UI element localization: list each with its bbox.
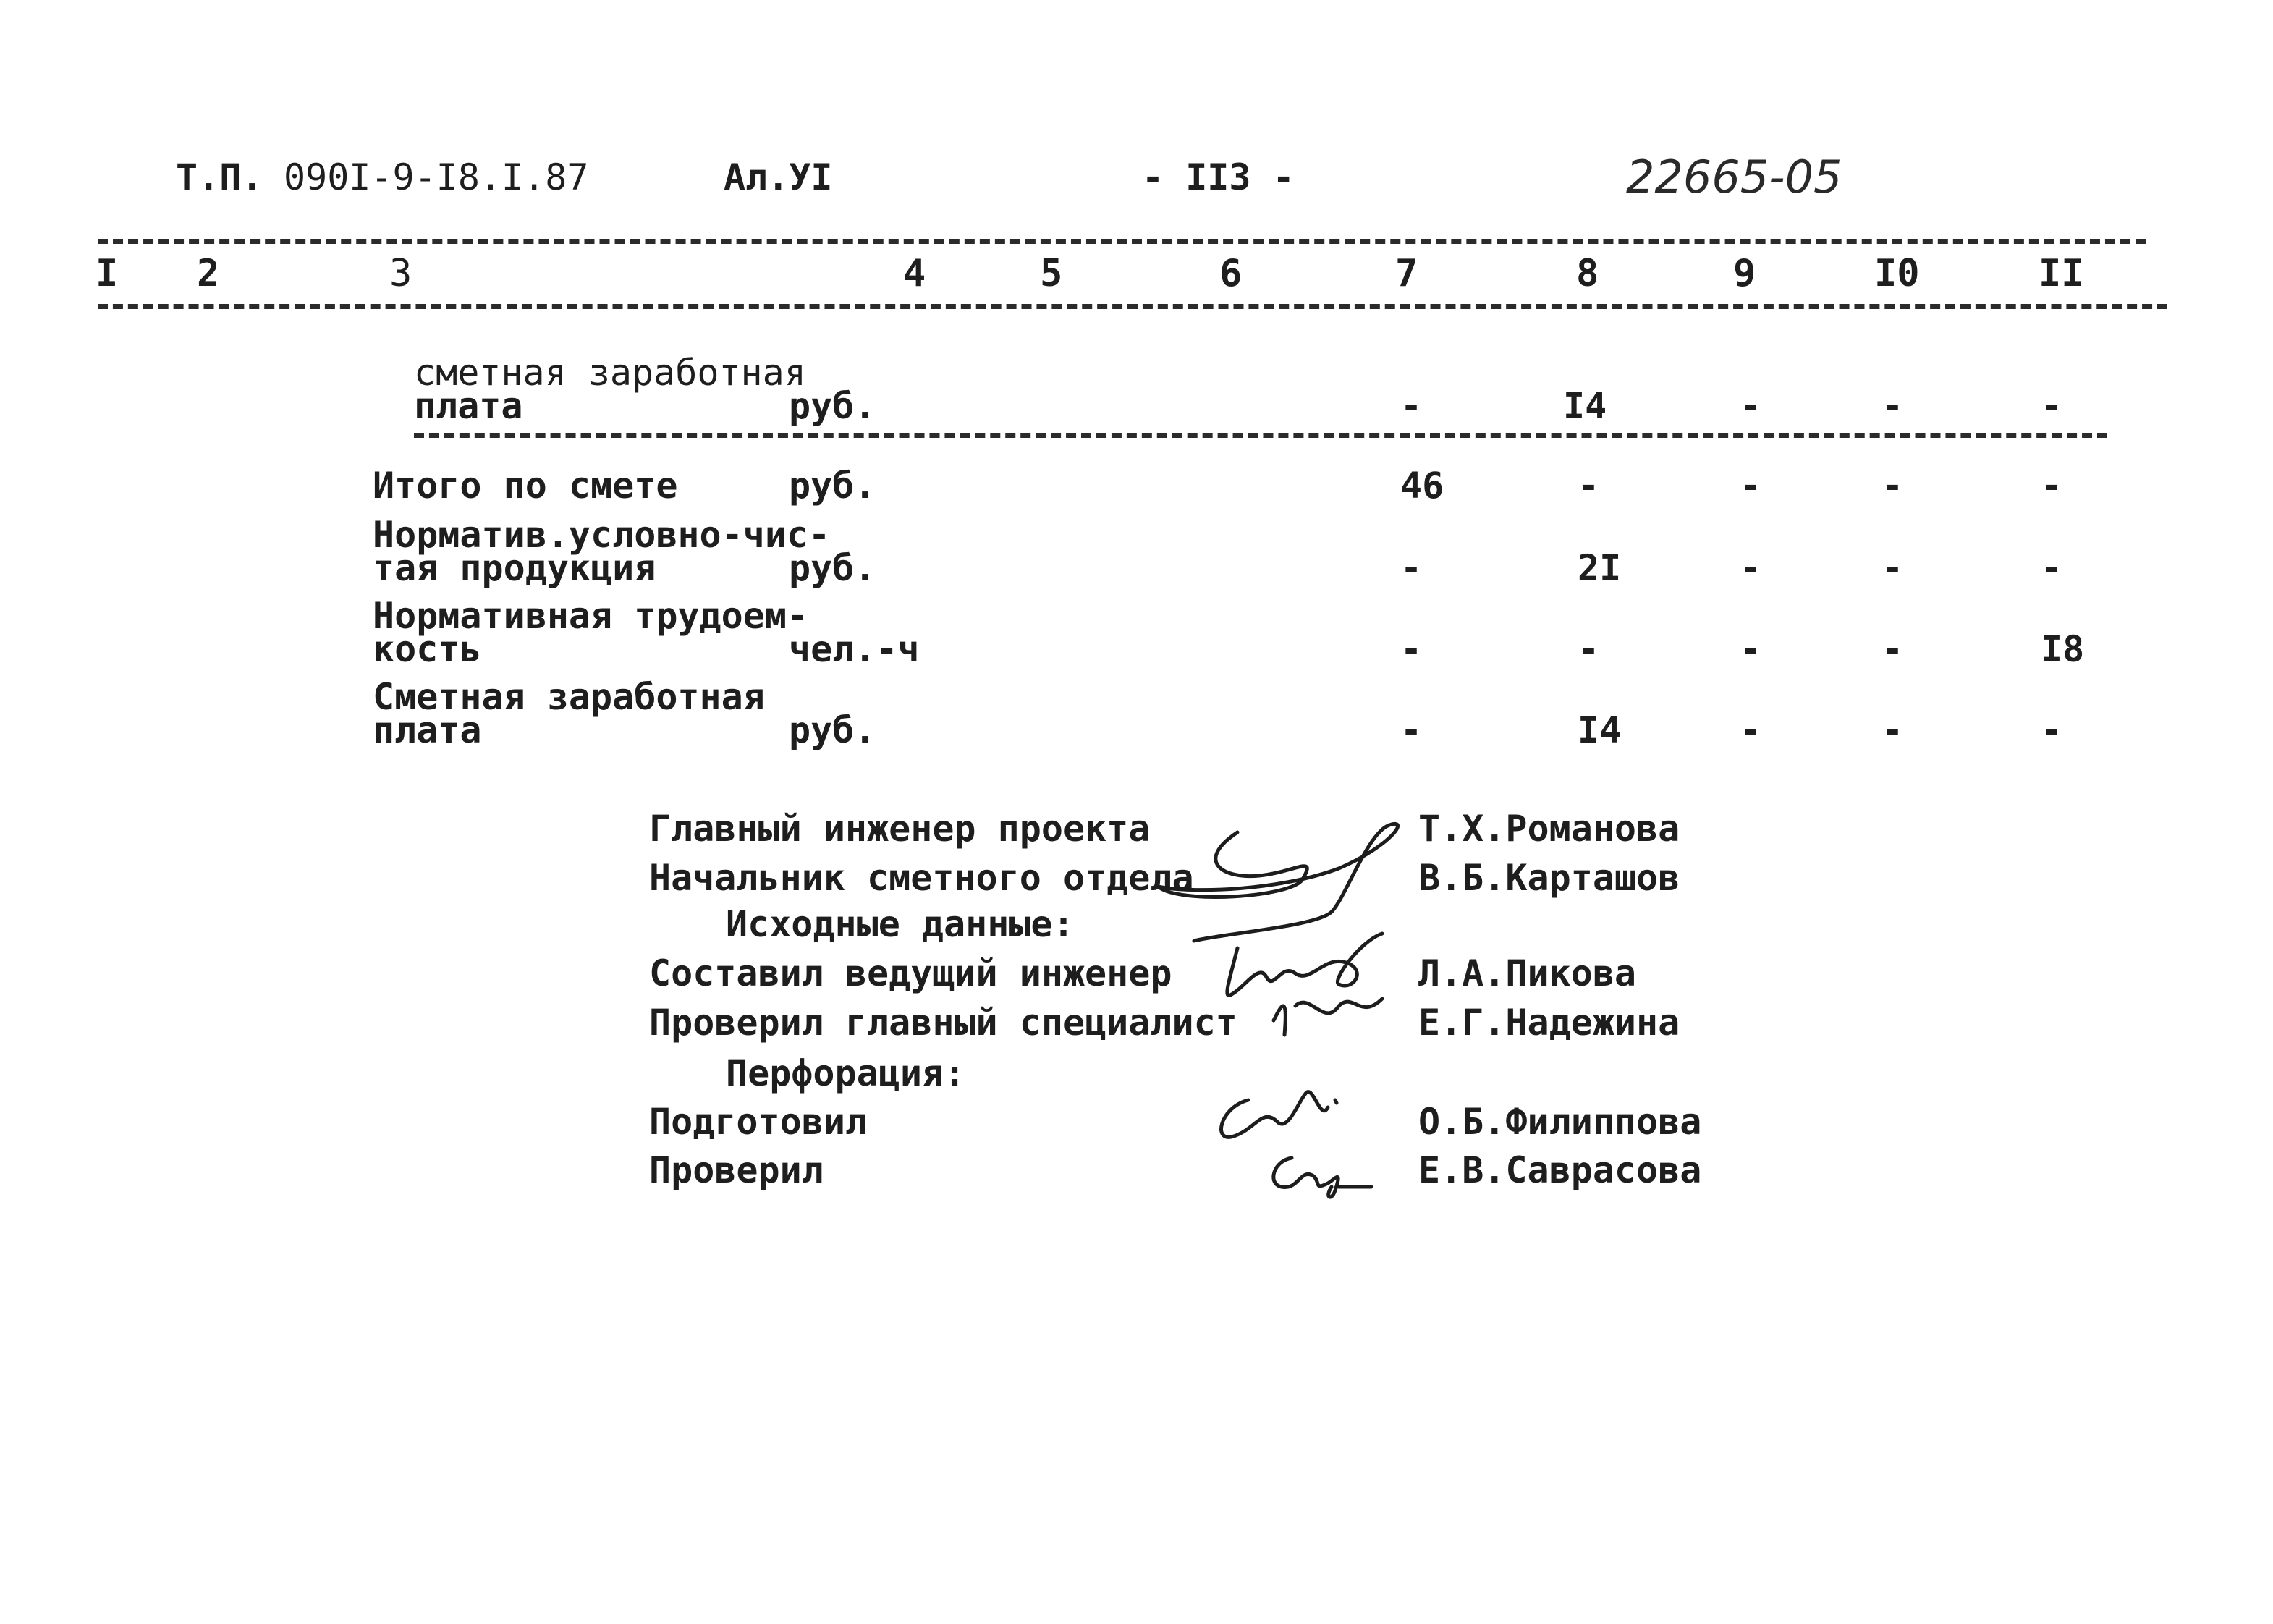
column-number: 4 (903, 252, 926, 295)
row-col10: - (1882, 465, 1904, 507)
row-col11: - (2041, 465, 2063, 507)
row-col10: - (1882, 385, 1904, 427)
row-col10: - (1882, 628, 1904, 670)
doc-code: 090I-9-I8.I.87 (284, 156, 589, 198)
row-col7: - (1400, 709, 1423, 751)
header-top-rule (98, 239, 2146, 244)
row-unit: руб. (789, 385, 876, 427)
column-number: I (96, 252, 119, 295)
row-name-line1: сметная заработная (414, 352, 806, 394)
row-col7: - (1400, 385, 1423, 427)
row-col8: I4 (1578, 709, 1622, 751)
row-col11: - (2041, 385, 2063, 427)
stamp-number: 22665-05 (1626, 151, 1842, 203)
row-col8: - (1578, 628, 1600, 670)
prepared-label: Подготовил (649, 1101, 868, 1143)
row-name-line1: Нормативная трудоем- (373, 595, 809, 637)
compiled-name: Л.А.Пикова (1418, 952, 1637, 994)
row-col9: - (1740, 385, 1762, 427)
row-col8: - (1578, 465, 1600, 507)
column-number: II (2039, 252, 2084, 295)
row-col8: I4 (1563, 385, 1607, 427)
row-name-line1: Норматив.условно-чис- (373, 514, 831, 556)
row-name-line1: Сметная заработная (373, 676, 765, 718)
doc-code-prefix: Т.П. (176, 156, 263, 198)
row-col8: 2I (1578, 547, 1622, 589)
row-col10: - (1882, 547, 1904, 589)
column-number: 7 (1395, 252, 1418, 295)
row-col9: - (1740, 709, 1762, 751)
row-col7: 46 (1400, 465, 1444, 507)
row-col7: - (1400, 547, 1423, 589)
chief-engineer-name: Т.Х.Романова (1418, 808, 1680, 850)
column-number: 3 (389, 252, 412, 295)
column-number: I0 (1874, 252, 1920, 295)
signature-compiled (1216, 919, 1411, 1042)
album-number: Ал.УI (724, 156, 833, 198)
perforation-heading: Перфорация: (726, 1052, 966, 1094)
row-name-line2: тая продукция (373, 547, 656, 589)
signature-checked (1263, 1147, 1379, 1205)
row-unit: руб. (789, 547, 876, 589)
chief-engineer-label: Главный инженер проекта (649, 808, 1151, 850)
page-number: - II3 - (1142, 156, 1295, 198)
checked-chief-name: Е.Г.Надежина (1418, 1002, 1680, 1044)
checked-name: Е.В.Саврасова (1418, 1149, 1702, 1191)
source-data-heading: Исходные данные: (726, 903, 1075, 945)
compiled-label: Составил ведущий инженер (649, 952, 1172, 994)
checked-chief-label: Проверил главный специалист (649, 1002, 1237, 1044)
row-col9: - (1740, 628, 1762, 670)
row-name-line2: плата (373, 709, 482, 751)
header-bottom-rule (98, 304, 2167, 309)
estimate-head-label: Начальник сметного отдела (649, 857, 1194, 899)
row-name-line2: кость (373, 628, 482, 670)
row-col7: - (1400, 628, 1423, 670)
row-unit: руб. (789, 709, 876, 751)
row-col9: - (1740, 465, 1762, 507)
checked-label: Проверил (649, 1149, 824, 1191)
row-col9: - (1740, 547, 1762, 589)
row-unit: руб. (789, 465, 876, 507)
row-col10: - (1882, 709, 1904, 751)
signature-prepared (1205, 1078, 1350, 1158)
subtotal-rule (414, 433, 2107, 438)
column-number: 6 (1219, 252, 1243, 295)
row-unit: чел.-ч (789, 628, 920, 670)
column-number: 2 (197, 252, 220, 295)
estimate-head-name: В.Б.Карташов (1418, 857, 1680, 899)
row-col11: I8 (2041, 628, 2085, 670)
row-name-line1: Итого по смете (373, 465, 678, 507)
column-number: 8 (1576, 252, 1599, 295)
prepared-name: О.Б.Филиппова (1418, 1101, 1702, 1143)
row-col11: - (2041, 709, 2063, 751)
column-number: 5 (1040, 252, 1063, 295)
row-col11: - (2041, 547, 2063, 589)
column-number: 9 (1733, 252, 1756, 295)
row-name-line2: плата (414, 385, 523, 427)
